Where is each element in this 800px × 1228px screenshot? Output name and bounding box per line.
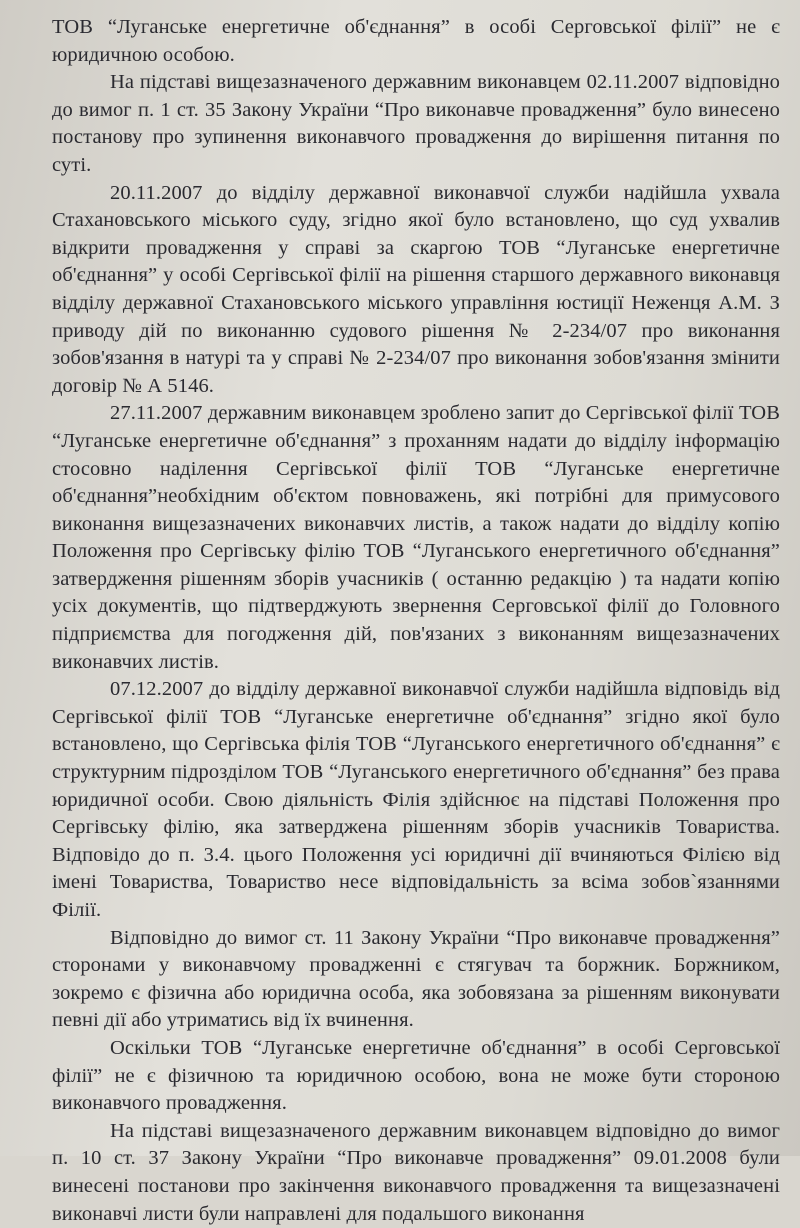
document-body — [52, 14, 780, 1228]
paragraph-2: На підставі вищезазначеного державним виконавцем 02.11.2007 відповідно до вимог п. 1 ст. 35 Закону України “Про виконавче провадження” було винесено постанову про зупинення виконавчого провадження до вирішення питання по суті. — [52, 71, 780, 176]
paragraph-5: 07.12.2007 до відділу державної виконавчої служби надійшла відповідь від Сергівської філії ТОВ “Луганське енергетичне об'єднання” згідно якої було встановлено, що Сергівська філія ТОВ “Луганського енергетичного об'єднання” є структурним підрозділом ТОВ “Луганського енергетичного об'єднання” без права юридичної особи. Свою діяльність Філія здійснює на підставі Положення про Сергівську філію, яка затверджена рішенням зборів учасників Товариства. Відповідо до п. 3.4. цього Положення усі юридичні дії вчиняються Філією від імені Товариства, Товариство несе відповідальність за всіма зобов`язаннями Філії. — [52, 678, 780, 921]
paragraph-3: 20.11.2007 до відділу державної виконавчої служби надійшла ухвала Стахановського міського суду, згідно якої було встановлено, що суд ухвалив відкрити провадження у справі за скаргою ТОВ “Луганське енергетичне об'єднання” у особі Сергівської філії на рішення старшого державного виконавця відділу державної Стахановського міського управління юстиції Неженця А.М. З приводу дій по виконанню судового рішення № 2-234/07 про виконання зобов'язання в натурі та у справі № 2-234/07 про виконання зобов'язання змінити договір № А 5146. — [52, 181, 780, 397]
paragraph-7: Оскільки ТОВ “Луганське енергетичне об'єднання” в особі Серговської філії” не є фізичною та юридичною особою, вона не може бути стороною виконавчого провадження. — [52, 1036, 780, 1115]
paragraph-1: ТОВ “Луганське енергетичне об'єднання” в особі Серговської філії” не є юридичною особою. — [52, 16, 780, 66]
paragraph-6: Відповідно до вимог ст. 11 Закону України “Про виконавче провадження” сторонами у виконавчому провадженні є стягувач та боржник. Боржником, зокремо є фізична або юридична особа, яка зобовязана за рішенням виконувати певні дії або утриматись від їх вчинення. — [52, 926, 780, 1032]
paragraph-4: 27.11.2007 державним виконавцем зроблено запит до Сергівської філії ТОВ “Луганське енергетичне об'єднання” з проханням надати до відділу інформацію стосовно наділення Сергівської філії ТОВ “Луганське енергетичне об'єднання”необхідним об'єктом повноважень, які потрібні для примусового виконання вищезазначених виконавчих листів, а також надати до відділу копію Положення про Сергівську філію ТОВ “Луганського енергетичного об'єднання” затвердження рішенням зборів учасників ( останню редакцію ) та надати копію усіх документів, що підтверджують звернення Серговської філії до Головного підприємства для погодження дій, пов'язаних з виконанням вищезазначених виконавчих листів. — [52, 402, 780, 673]
paragraph-8: На підставі вищезазначеного державним виконавцем відповідно до вимог п. 10 ст. 37 Закону України “Про виконавче провадження” 09.01.2008 були винесені постанови про закінчення виконавчого провадження та вищезазначені виконавчі листи були направлені для подальшого виконання — [52, 1119, 780, 1225]
